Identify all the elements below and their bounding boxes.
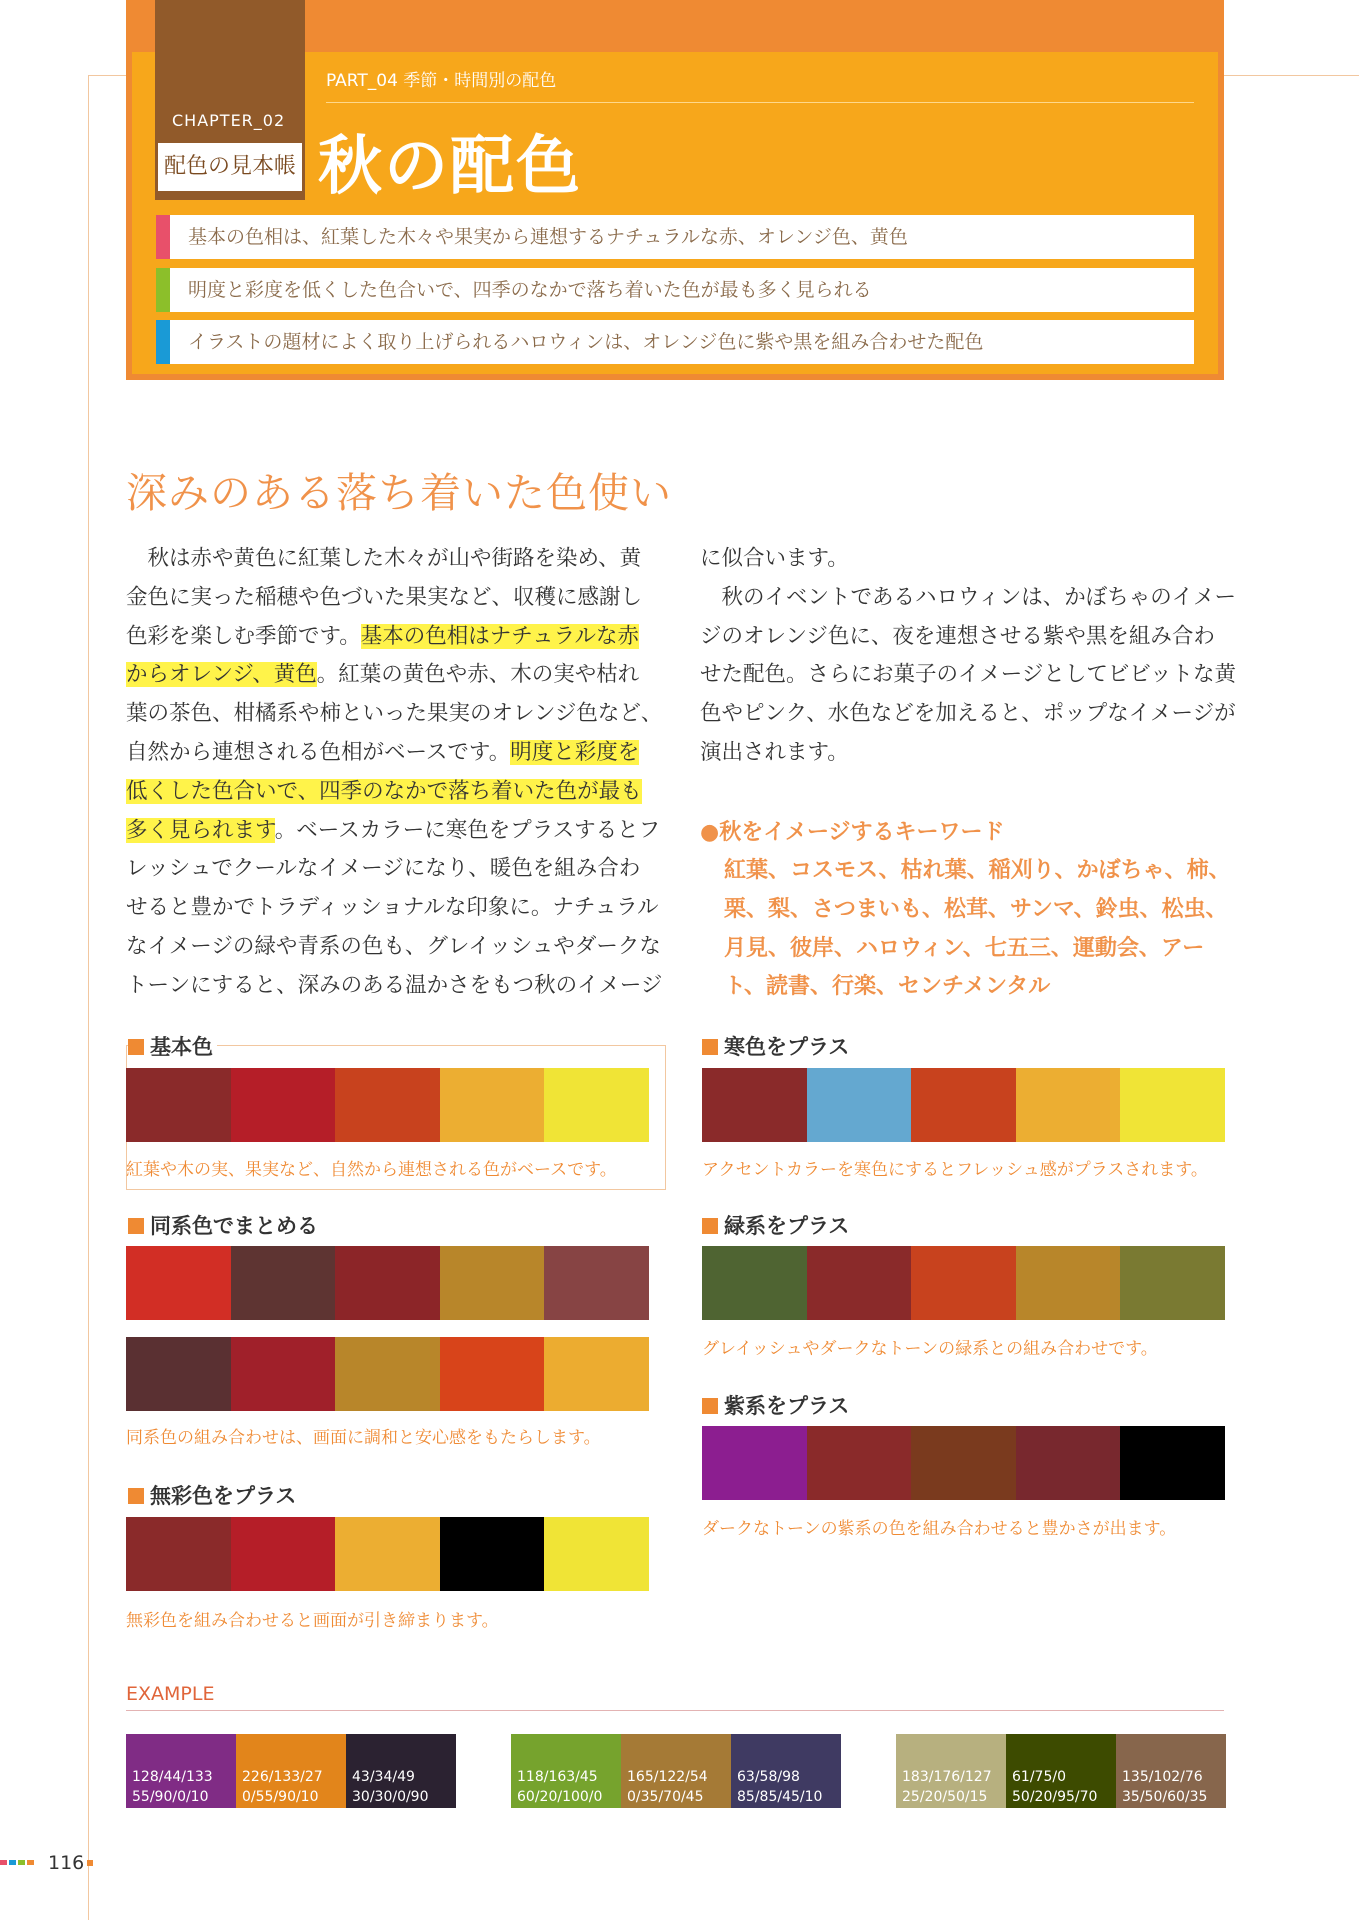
- key-point-marker: [156, 320, 170, 364]
- color-swatch: [807, 1246, 912, 1320]
- top-guide-line-left: [88, 75, 126, 76]
- palette-title-text: 寒色をプラス: [724, 1035, 850, 1059]
- page-marker-bar: [18, 1860, 25, 1865]
- body-text-line: [126, 618, 686, 657]
- color-swatch: [1120, 1068, 1225, 1142]
- body-text-segment: 葉の茶色、柑橘系や柿といった果実のオレンジ色など、: [126, 701, 663, 727]
- example-swatch: [896, 1734, 1006, 1808]
- body-text-line: [700, 656, 1240, 695]
- square-bullet-icon: [702, 1218, 718, 1234]
- part-label: PART_04 季節・時間別の配色: [326, 71, 557, 91]
- rgb-value: 118/163/45: [517, 1769, 598, 1785]
- square-bullet-icon: [702, 1039, 718, 1055]
- palette-caption-purple: ダークなトーンの紫系の色を組み合わせると豊かさが出ます。: [702, 1519, 1177, 1539]
- cmyk-value: 0/35/70/45: [627, 1789, 704, 1805]
- color-swatch: [544, 1517, 649, 1591]
- key-point-text: 基本の色相は、紅葉した木々や果実から連想するナチュラルな赤、オレンジ色、黄色: [188, 226, 908, 248]
- color-swatch: [702, 1246, 807, 1320]
- color-swatch: [335, 1337, 440, 1411]
- keywords-title: ●秋をイメージするキーワード: [700, 820, 1005, 845]
- palette-caption-cool: アクセントカラーを寒色にするとフレッシュ感がプラスされます。: [702, 1160, 1208, 1180]
- body-text-segment: 自然から連想される色相がベースです。: [126, 739, 511, 765]
- color-swatch: [807, 1068, 912, 1142]
- margin-guide-line: [88, 75, 89, 1920]
- body-text-segment: せると豊かでトラディッショナルな印象に。ナチュラル: [126, 895, 659, 921]
- key-point-1: [156, 215, 1194, 259]
- body-text-line: [126, 812, 686, 851]
- palette-swatches-green: [702, 1246, 1225, 1320]
- palette-title-text: 無彩色をプラス: [150, 1484, 297, 1508]
- example-group-2: [511, 1734, 841, 1808]
- rgb-value: 61/75/0: [1012, 1769, 1066, 1785]
- color-swatch: [440, 1517, 545, 1591]
- body-text-segment: に似合います。: [700, 546, 849, 571]
- body-text-line: [126, 773, 686, 812]
- body-text-line: [126, 695, 686, 734]
- example-swatch: [511, 1734, 621, 1808]
- body-text-segment: 色彩を楽しむ季節です。: [126, 623, 361, 649]
- square-bullet-icon: [702, 1398, 718, 1414]
- body-text-line: [700, 695, 1240, 734]
- body-text-line: [126, 850, 686, 889]
- palette-title-achromatic: [128, 1480, 296, 1510]
- body-text-line: [126, 889, 686, 928]
- palette-caption-green: グレイッシュやダークなトーンの緑系との組み合わせです。: [702, 1339, 1158, 1359]
- top-guide-line-right: [1224, 75, 1359, 76]
- palette-caption-basic: 紅葉や木の実、果実など、自然から連想される色がベースです。: [126, 1160, 617, 1180]
- page-marker-bar: [0, 1860, 7, 1865]
- palette-title-purple: [702, 1390, 849, 1420]
- square-bullet-icon: [128, 1039, 144, 1055]
- color-swatch: [335, 1517, 440, 1591]
- palette-title-text: 緑系をプラス: [724, 1214, 850, 1238]
- color-swatch: [911, 1426, 1016, 1500]
- part-divider: [326, 102, 1194, 103]
- cmyk-value: 25/20/50/15: [902, 1789, 988, 1805]
- color-swatch: [544, 1068, 649, 1142]
- color-swatch: [126, 1246, 231, 1320]
- body-text-line: [126, 579, 686, 618]
- color-swatch: [335, 1068, 440, 1142]
- color-swatch: [126, 1068, 231, 1142]
- highlighted-text: 明度と彩度を: [510, 739, 640, 765]
- page-marker-bar: [9, 1860, 16, 1865]
- color-swatch: [440, 1246, 545, 1320]
- body-text-line: [700, 540, 1240, 579]
- palette-title-text: 基本色: [150, 1035, 213, 1059]
- palette-swatches-same-1: [126, 1246, 649, 1320]
- color-swatch: [231, 1517, 336, 1591]
- body-text-segment: レッシュでクールなイメージになり、暖色を組み合わ: [126, 856, 641, 882]
- body-text-segment: 秋は赤や黄色に紅葉した木々が山や街路を染め、黄: [126, 546, 642, 571]
- body-text-right: [700, 540, 1240, 773]
- palette-swatches-basic: [126, 1068, 649, 1142]
- body-text-segment: 秋のイベントであるハロウィンは、かぼちゃのイメー: [700, 584, 1236, 610]
- body-text-line: [126, 656, 686, 695]
- page-marker-bars: [0, 1860, 36, 1865]
- body-text-segment: 色やピンク、水色などを加えると、ポップなイメージが: [700, 701, 1236, 727]
- page-title: 秋の配色: [318, 130, 582, 204]
- color-swatch: [231, 1068, 336, 1142]
- color-swatch: [544, 1337, 649, 1411]
- color-swatch: [702, 1426, 807, 1500]
- highlighted-text: 低くした色合いで、四季のなかで落ち着いた色が最も: [126, 778, 642, 804]
- body-text-segment: 演出されます。: [700, 739, 849, 765]
- chapter-tab: 配色の見本帳: [158, 143, 302, 191]
- body-text-segment: 。ベースカラーに寒色をプラスするとフ: [274, 817, 661, 843]
- cmyk-value: 35/50/60/35: [1122, 1789, 1208, 1805]
- palette-title-cool: [702, 1031, 849, 1061]
- example-swatch: [731, 1734, 841, 1808]
- example-swatch: [1006, 1734, 1116, 1808]
- cmyk-value: 0/55/90/10: [242, 1789, 319, 1805]
- chapter-label: CHAPTER_02: [172, 111, 286, 130]
- body-text-line: [700, 618, 1240, 657]
- body-text-segment: なイメージの緑や青系の色も、グレイッシュやダークな: [126, 933, 661, 959]
- body-text-line: [700, 734, 1240, 773]
- example-swatch: [236, 1734, 346, 1808]
- color-swatch: [440, 1337, 545, 1411]
- key-point-3: [156, 320, 1194, 364]
- example-swatch: [126, 1734, 236, 1808]
- body-text-segment: トーンにすると、深みのある温かさをもつ秋のイメージ: [126, 972, 663, 998]
- rgb-value: 165/122/54: [627, 1769, 708, 1785]
- color-swatch: [335, 1246, 440, 1320]
- body-text-line: [126, 967, 686, 1006]
- color-swatch: [1016, 1426, 1121, 1500]
- example-group-1: [126, 1734, 456, 1808]
- key-point-marker: [156, 268, 170, 312]
- palette-swatches-cool: [702, 1068, 1225, 1142]
- example-swatch: [346, 1734, 456, 1808]
- palette-title-text: 紫系をプラス: [724, 1394, 850, 1418]
- example-group-3: [896, 1734, 1226, 1808]
- example-swatch: [1116, 1734, 1226, 1808]
- key-point-2: [156, 268, 1194, 312]
- palette-title-text: 同系色でまとめる: [150, 1214, 318, 1238]
- highlighted-text: からオレンジ、黄色: [126, 662, 317, 688]
- cmyk-value: 60/20/100/0: [517, 1789, 603, 1805]
- palette-caption-same: 同系色の組み合わせは、画面に調和と安心感をもたらします。: [126, 1428, 601, 1448]
- palette-title-same: [128, 1210, 318, 1240]
- rgb-value: 43/34/49: [352, 1769, 415, 1785]
- palette-title-basic: [128, 1031, 217, 1061]
- color-swatch: [807, 1426, 912, 1500]
- palette-swatches-purple: [702, 1426, 1225, 1500]
- color-swatch: [544, 1246, 649, 1320]
- color-swatch: [440, 1068, 545, 1142]
- page-number: 116: [48, 1852, 85, 1874]
- body-text-line: [126, 928, 686, 967]
- color-swatch: [231, 1337, 336, 1411]
- body-text-segment: ジのオレンジ色に、夜を連想させる紫や黒を組み合わ: [700, 623, 1215, 649]
- color-swatch: [1120, 1246, 1225, 1320]
- rgb-value: 135/102/76: [1122, 1769, 1203, 1785]
- key-point-marker: [156, 215, 170, 259]
- palette-swatches-same-2: [126, 1337, 649, 1411]
- example-swatch: [621, 1734, 731, 1808]
- body-text-left: [126, 540, 686, 1006]
- color-swatch: [126, 1517, 231, 1591]
- body-text-line: [126, 734, 686, 773]
- cmyk-value: 30/30/0/90: [352, 1789, 429, 1805]
- cmyk-value: 50/20/95/70: [1012, 1789, 1098, 1805]
- highlighted-text: 基本の色相はナチュラルな赤: [360, 623, 639, 649]
- palette-caption-achromatic: 無彩色を組み合わせると画面が引き締まります。: [126, 1611, 499, 1631]
- body-text-line: [126, 540, 686, 579]
- example-label: EXAMPLE: [126, 1683, 215, 1705]
- page-marker-dot: [87, 1860, 93, 1866]
- palette-swatches-achromatic: [126, 1517, 649, 1591]
- keywords-text: 紅葉、コスモス、枯れ葉、稲刈り、かぼちゃ、柿、栗、梨、さつまいも、松茸、サンマ、鈴虫、松虫、月見、彼岸、ハロウィン、七五三、運動会、アート、読書、行楽、センチメンタル: [724, 858, 1231, 1000]
- rgb-value: 63/58/98: [737, 1769, 800, 1785]
- highlighted-text: 多く見られます: [126, 817, 275, 843]
- key-point-text: 明度と彩度を低くした色合いで、四季のなかで落ち着いた色が最も多く見られる: [188, 279, 872, 301]
- color-swatch: [911, 1068, 1016, 1142]
- color-swatch: [126, 1337, 231, 1411]
- color-swatch: [911, 1246, 1016, 1320]
- body-text-line: [700, 579, 1240, 618]
- rgb-value: 183/176/127: [902, 1769, 992, 1785]
- color-swatch: [1016, 1068, 1121, 1142]
- key-point-text: イラストの題材によく取り上げられるハロウィンは、オレンジ色に紫や黒を組み合わせた配色: [188, 331, 984, 353]
- page-marker-bar: [27, 1860, 34, 1865]
- body-text-segment: 。紅葉の黄色や赤、木の実や枯れ: [316, 662, 640, 688]
- square-bullet-icon: [128, 1218, 144, 1234]
- color-swatch: [1120, 1426, 1225, 1500]
- palette-title-green: [702, 1210, 849, 1240]
- color-swatch: [702, 1068, 807, 1142]
- section-heading: 深みのある落ち着いた色使い: [126, 469, 672, 517]
- body-text-segment: 金色に実った稲穂や色づいた果実など、収穫に感謝し: [126, 584, 643, 610]
- example-divider: [126, 1710, 1224, 1711]
- color-swatch: [1016, 1246, 1121, 1320]
- cmyk-value: 85/85/45/10: [737, 1789, 823, 1805]
- color-swatch: [231, 1246, 336, 1320]
- rgb-value: 128/44/133: [132, 1769, 213, 1785]
- square-bullet-icon: [128, 1488, 144, 1504]
- cmyk-value: 55/90/0/10: [132, 1789, 209, 1805]
- rgb-value: 226/133/27: [242, 1769, 323, 1785]
- body-text-segment: せた配色。さらにお菓子のイメージとしてビビットな黄: [700, 662, 1236, 688]
